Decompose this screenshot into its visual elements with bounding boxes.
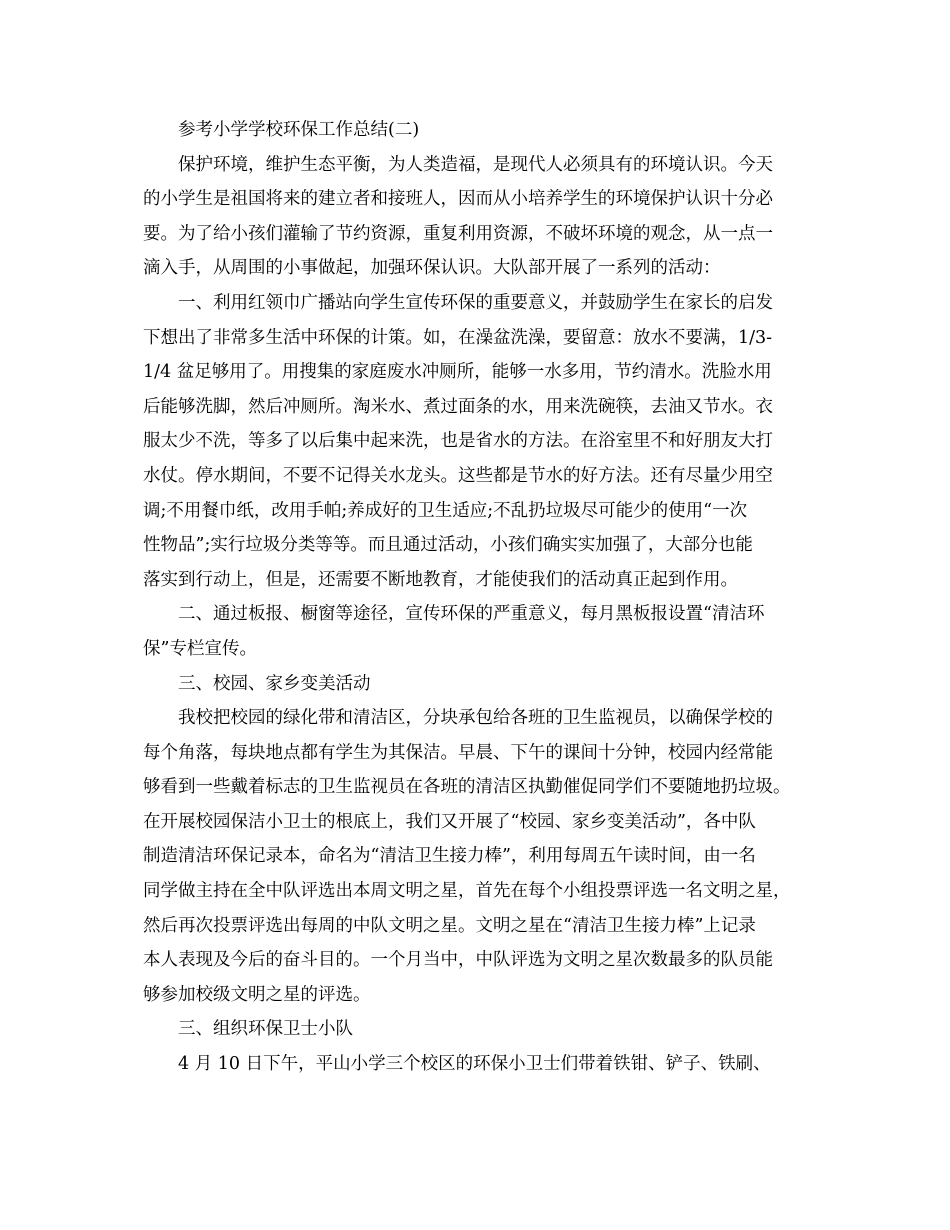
text-line: 够参加校级文明之星的评选。 — [143, 984, 371, 1005]
text-line: 的小学生是祖国将来的建立者和接班人，因而从小培养学生的环境保护认识十分必 — [143, 189, 773, 210]
text-line: 我校把校园的绿化带和清洁区，分块承包给各班的卫生监视员，以确保学校的 — [178, 708, 773, 729]
text-line: 服太少不洗，等多了以后集中起来洗，也是省水的方法。在浴室里不和好朋友大打 — [143, 431, 773, 452]
text-line: 三、校园、家乡变美活动 — [178, 673, 371, 694]
document-body — [143, 113, 813, 1082]
text-line: 在开展校园保洁小卫士的根底上，我们又开展了“校园、家乡变美活动”，各中队 — [143, 811, 756, 832]
document-title: 参考小学学校环保工作总结(二) — [178, 120, 420, 140]
text-line: 要。为了给小孩们灌输了节约资源，重复利用资源，不破坏环境的观念，从一点一 — [143, 223, 773, 244]
text-line: 本人表现及今后的奋斗目的。一个月当中，中队评选为文明之星次数最多的队员能 — [143, 950, 773, 971]
text-line: 后能够洗脚，然后冲厕所。淘米水、煮过面条的水，用来洗碗筷，去油又节水。衣 — [143, 396, 773, 417]
text-line: 够看到一些戴着标志的卫生监视员在各班的清洁区执勤催促同学们不要随地扔垃圾。 — [143, 777, 791, 798]
text-line: 4 月 10 日下午，平山小学三个校区的环保小卫士们带着铁钳、铲子、铁刷、 — [178, 1054, 771, 1075]
text-line: 然后再次投票评选出每周的中队文明之星。文明之星在“清洁卫生接力棒”上记录 — [143, 915, 756, 936]
text-line: 同学做主持在全中队评选出本周文明之星，首先在每个小组投票评选一名文明之星， — [143, 881, 791, 902]
text-line: 保护环境，维护生态平衡，为人类造福，是现代人必须具有的环境认识。今天 — [178, 154, 773, 175]
text-line: 1/4 盆足够用了。用搜集的家庭废水冲厕所，能够一水多用，节约清水。洗脸水用 — [143, 362, 772, 383]
text-line: 调;不用餐巾纸，改用手帕;养成好的卫生适应;不乱扔垃圾尽可能少的使用“一次 — [143, 500, 748, 521]
text-line: 滴入手，从周围的小事做起，加强环保认识。大队部开展了一系列的活动： — [143, 258, 721, 279]
text-line: 一、利用红领巾广播站向学生宣传环保的重要意义，并鼓励学生在家长的启发 — [178, 292, 773, 313]
text-line: 落实到行动上，但是，还需要不断地教育，才能使我们的活动真正起到作用。 — [143, 569, 738, 590]
text-line: 性物品”;实行垃圾分类等等。而且通过活动，小孩们确实实加强了，大部分也能 — [143, 535, 753, 556]
text-line: 制造清洁环保记录本，命名为“清洁卫生接力棒”，利用每周五午读时间，由一名 — [143, 846, 756, 867]
text-line: 二、通过板报、橱窗等途径，宣传环保的严重意义，每月黑板报设置“清洁环 — [178, 604, 765, 625]
text-line: 每个角落，每块地点都有学生为其保洁。早晨、下午的课间十分钟，校园内经常能 — [143, 742, 773, 763]
text-line: 三、组织环保卫士小队 — [178, 1019, 353, 1040]
text-line: 保”专栏宣传。 — [143, 638, 257, 659]
text-line: 下想出了非常多生活中环保的计策。如，在澡盆洗澡，要留意：放水不要满，1/3- — [143, 327, 773, 348]
text-line: 水仗。停水期间，不要不记得关水龙头。这些都是节水的好方法。还有尽量少用空 — [143, 465, 773, 486]
